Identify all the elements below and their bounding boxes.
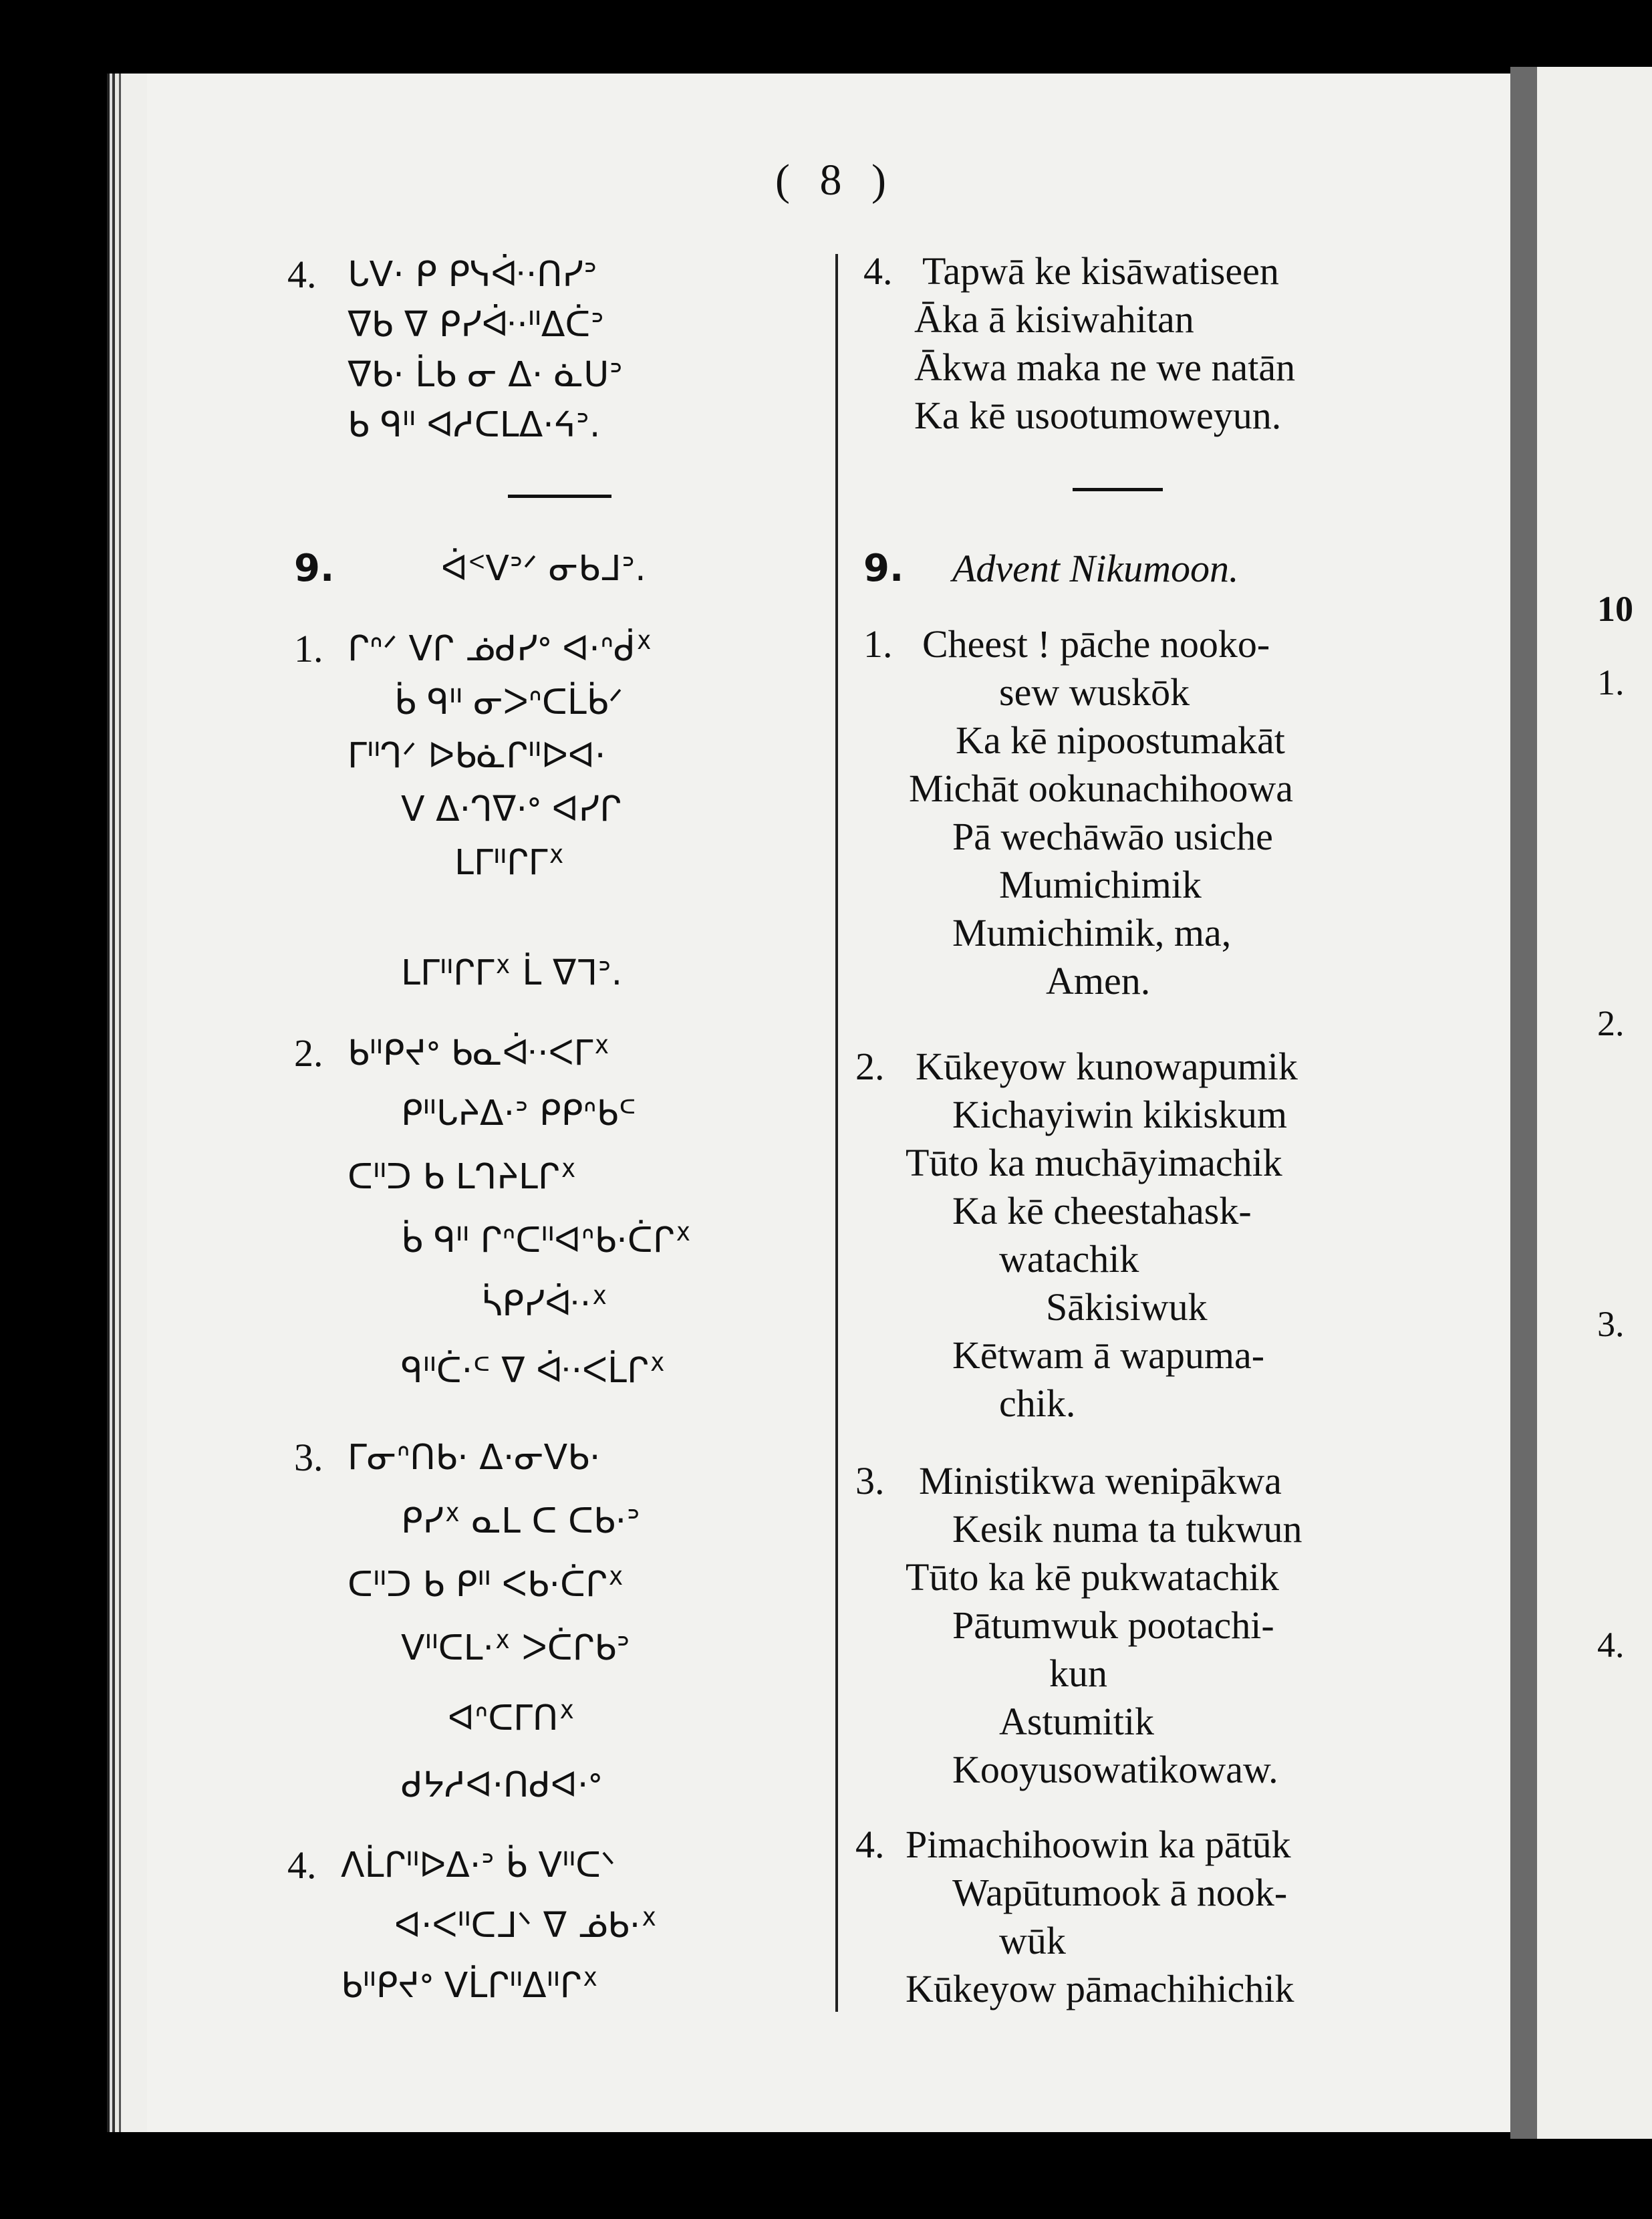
verse-line: Amen. (1046, 959, 1151, 1003)
verse-line: Mumichimik, ma, (952, 911, 1232, 954)
verse-line: Tūto ka muchāyimachik (906, 1141, 1282, 1184)
verse-line: Ka kē cheestahask- (952, 1189, 1252, 1232)
verse-line: ᑲᐦᑭᔪᐤ ᑲᓇᐚ·ᐸᒥᕽ (348, 1033, 610, 1073)
verse-line: Kētwam ā wapuma- (952, 1333, 1265, 1377)
verse-line: Mumichimik (999, 863, 1202, 906)
next-page-verse-number: 1. (1597, 662, 1625, 702)
book-gutter (1510, 67, 1537, 2139)
verse-number: 1. (294, 627, 323, 670)
verse-number: 3. (294, 1436, 323, 1479)
verse-line: Wapūtumook ā nook- (952, 1871, 1288, 1914)
section-rule (508, 495, 611, 498)
verse-line: sew wuskōk (999, 670, 1190, 714)
verse-line: Cheest ! pāche nooko- (922, 622, 1270, 666)
verse-line: Pimachihoowin ka pātūk (906, 1823, 1291, 1866)
verse-line: ᐊᐢᑕᒥᑎᕽ (448, 1698, 575, 1738)
verse-number: 2. (855, 1045, 885, 1088)
verse-line: ᑲ ᑫᐦ ᐊᓱᑕᒪᐃ·ᔦᐣ. (348, 405, 601, 445)
verse-line: Tapwā ke kisāwatiseen (922, 249, 1279, 293)
verse-line: Pātumwuk pootachi- (952, 1603, 1274, 1647)
section-rule (1073, 488, 1163, 491)
verse-line: ᐯᐦᑕᒪ·ᕽ ᐳᑖᒋᑲᐣ (401, 1628, 630, 1668)
page-number: ( 8 ) (775, 156, 896, 205)
next-page-verse-number: 3. (1597, 1304, 1625, 1344)
verse-line: Pā wechāwāo usiche (952, 815, 1273, 858)
verse-line: ᐱᒫᒋᐦᐅᐃ·ᐣ ᑳ ᐯᐦᑕᐠ (341, 1845, 616, 1885)
verse-line: Michāt ookunachihoowa (909, 767, 1294, 810)
verse-line: ᑕᐦᑐ ᑲ ᒪᒉᔨᒪᒋᕽ (348, 1157, 577, 1197)
verse-line: ᒋᐢᐟ ᐯᒋ ᓅᑯᓯᐤ ᐊ·ᐢᑰᕽ (348, 629, 652, 669)
verse-line: ᐁᑲ· ᒫᑲ ᓂ ᐃ· ᓈᑌᐣ (348, 355, 623, 395)
next-page-heading: 10 (1597, 589, 1633, 629)
verse-line: watachik (999, 1237, 1139, 1281)
verse-line: ᑳ ᑫᐦ ᓂᐳᐢᑕᒫᑳᐟ (394, 682, 624, 723)
verse-line: ᑭᓯᕽ ᓇᒪ ᑕ ᑕᑲ·ᐣ (401, 1501, 640, 1541)
hymn-title: Advent Nikumoon. (952, 547, 1239, 590)
verse-line: ᑯᔭᓱᐊ·ᑎᑯᐊ·ᐤ (401, 1765, 602, 1805)
verse-line: ᒥᐦᒉᐟ ᐅᑲᓈᒋᐦᐅᐊ· (348, 736, 606, 776)
verse-number: 3. (855, 1459, 885, 1503)
verse-number: 2. (294, 1031, 323, 1075)
verse-line: ᒪᒥᐦᒋᒥᕽ ᒫ ᐁᒣᐣ. (401, 953, 623, 993)
verse-line: ᒪᒥᐦᒋᒥᕽ (454, 843, 565, 883)
next-page-edge (1537, 67, 1652, 2139)
verse-line: Kichayiwin kikiskum (952, 1093, 1288, 1136)
next-page-verse-number: 4. (1597, 1625, 1625, 1665)
verse-line: Kūkeyow pāmachihichik (906, 1967, 1294, 2010)
verse-line: Sākisiwuk (1046, 1285, 1208, 1329)
verse-line: Ka kē nipoostumakāt (956, 719, 1285, 762)
verse-line: ᑲᐦᑭᔪᐤ ᐯᒫᒋᐦᐃᐦᒋᕽ (341, 1966, 599, 2006)
right-column (835, 0, 1510, 2219)
verse-line: ᐊ·ᐸᐦᑕᒧᐠ ᐁ ᓅᑲ·ᕽ (394, 1906, 658, 1946)
verse-line: Ākwa maka ne we natān (914, 346, 1296, 389)
verse-line: ᑳ ᑫᐦ ᒋᐢᑕᐦᐊᐢᑲ·ᑖᒋᕽ (401, 1220, 692, 1261)
verse-line: ᑕᐦᑐ ᑲ ᑭᐦ ᐸᑲ·ᑖᒋᕽ (348, 1565, 624, 1605)
verse-line: chik. (999, 1382, 1076, 1425)
verse-line: Ministikwa wenipākwa (919, 1459, 1282, 1503)
verse-line: ᑭᐦᒐᔨᐃ·ᐣ ᑭᑭᐢᑲᒼ (401, 1093, 636, 1134)
verse-line: Kooyusowatikowaw. (952, 1748, 1278, 1791)
verse-line: ᓵᑭᓯᐚ·ᕽ (481, 1284, 608, 1324)
verse-line: wūk (999, 1919, 1066, 1962)
verse-line: Ka kē usootumoweyun. (914, 394, 1282, 437)
verse-line: Kūkeyow kunowapumik (916, 1045, 1298, 1088)
verse-line: ᑫᐦᑖ·ᒼ ᐁ ᐚ·ᐸᒫᒋᕽ (401, 1351, 666, 1391)
verse-number: 4. (855, 1823, 885, 1866)
verse-line: ᐯ ᐃ·ᒉᐁ·ᐤ ᐊᓯᒋ (401, 789, 622, 829)
next-page-verse-number: 2. (1597, 1003, 1625, 1043)
verse-line: Kesik numa ta tukwun (952, 1507, 1302, 1551)
verse-line: Āka ā kisiwahitan (914, 297, 1194, 341)
hymn-number: 9. (863, 547, 904, 590)
verse-number: 4. (287, 253, 317, 296)
verse-line: ᒐᐯ· ᑭ ᑭᓭᐚ·ᑎᓯᐣ (348, 255, 597, 295)
verse-number: 4. (287, 1843, 317, 1887)
verse-line: Tūto ka kē pukwatachik (906, 1555, 1279, 1599)
hymn-number: 9. (294, 547, 335, 590)
verse-number: 1. (863, 622, 893, 666)
hymn-title: ᐋᑉᐯᐣᐟ ᓂᑲᒧᐣ. (441, 549, 646, 589)
verse-line: ᐁᑲ ᐁ ᑭᓯᐚ·ᐦᐃᑖᐣ (348, 305, 604, 345)
verse-line: kun (1049, 1652, 1107, 1695)
verse-line: Astumitik (999, 1700, 1155, 1743)
verse-number: 4. (863, 249, 893, 293)
verse-line: ᒥᓂᐢᑎᑲ· ᐃ·ᓂᐯᑲ· (348, 1438, 601, 1478)
